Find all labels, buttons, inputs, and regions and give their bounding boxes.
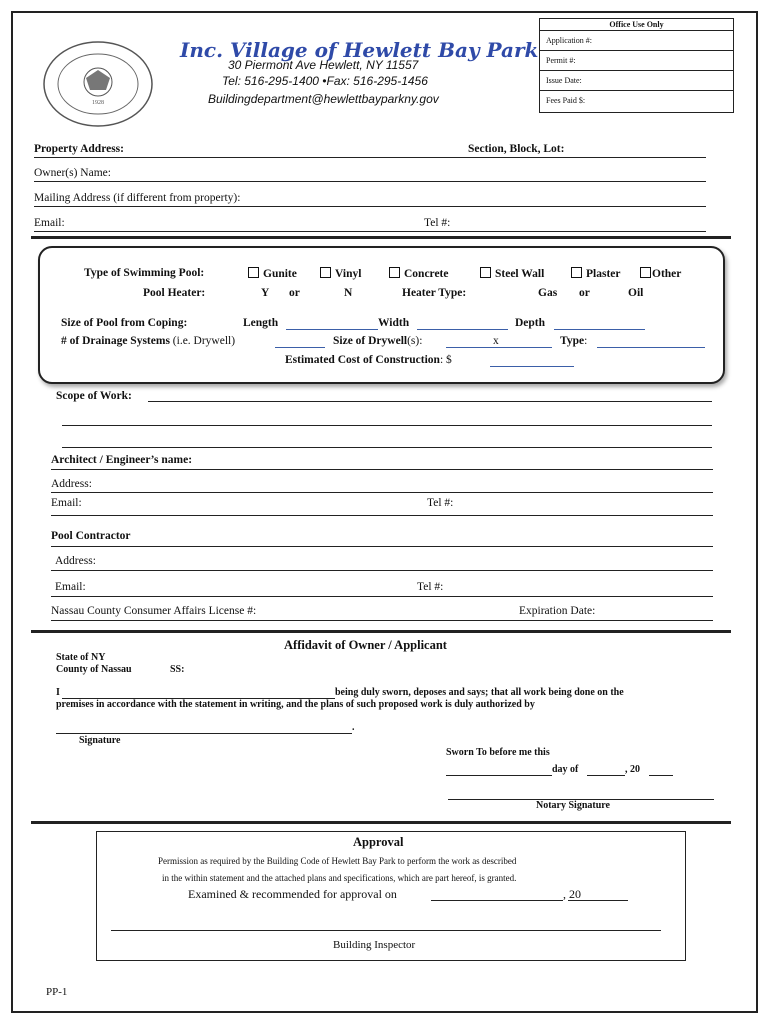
contractor-tel-label: Tel #: [417, 581, 444, 593]
drywell-line[interactable] [446, 347, 552, 348]
affidavit-ss: SS: [170, 664, 185, 675]
expiration-label: Expiration Date: [519, 605, 596, 617]
contractor-address-line[interactable] [51, 570, 713, 571]
heater-yes[interactable]: Y [261, 287, 270, 299]
approval-line-1: Permission as required by the Building Code of Hewlett Bay Park to perform the work as described [158, 856, 517, 866]
scope-label: Scope of Work: [56, 390, 132, 402]
contractor-email-label: Email: [55, 581, 86, 593]
drainage-label: # of Drainage Systems (i.e. Drywell) [61, 335, 236, 347]
owner-name-label: Owner(s) Name: [34, 167, 111, 179]
approval-year-line[interactable] [568, 900, 628, 901]
owner-email-line[interactable] [34, 231, 706, 232]
heater-oil[interactable]: Oil [628, 287, 644, 299]
pool-type-other[interactable]: Other [640, 267, 681, 280]
inspector-signature-line[interactable] [111, 930, 661, 931]
heater-type-label: Heater Type: [402, 287, 467, 299]
length-line[interactable] [286, 329, 378, 330]
pool-size-label: Size of Pool from Coping: [61, 317, 188, 329]
village-seal [42, 40, 154, 128]
checkbox-icon[interactable] [480, 267, 491, 278]
pool-type-concrete[interactable]: Concrete [389, 267, 449, 280]
width-line[interactable] [417, 329, 508, 330]
heater-no[interactable]: N [344, 287, 353, 299]
pool-type-steel-wall[interactable]: Steel Wall [480, 267, 544, 280]
village-phone-fax: Tel: 516-295-1400 •Fax: 516-295-1456 [222, 74, 428, 88]
cost-line[interactable] [490, 366, 574, 367]
affidavit-sworn-text: being duly sworn, deposes and says; that all work being done on the [335, 687, 624, 698]
affidavit-premises-text: premises in accordance with the statement in writing, and the plans of such proposed work is duly authorized by [56, 699, 535, 710]
pool-type-label: Type of Swimming Pool: [84, 267, 205, 279]
property-address-line[interactable] [34, 157, 706, 158]
office-use-title: Office Use Only [540, 19, 733, 31]
signature-label: Signature [79, 735, 121, 746]
application-field[interactable]: Application #: [540, 31, 733, 51]
contractor-email-line[interactable] [51, 596, 713, 597]
contractor-address-label: Address: [55, 555, 96, 567]
owner-tel-label: Tel #: [424, 217, 451, 229]
year-prefix-label: , 20 [625, 764, 640, 775]
sworn-to-label: Sworn To before me this [446, 747, 550, 758]
village-address: 30 Piermont Ave Hewlett, NY 11557 [228, 58, 419, 72]
architect-email-line[interactable] [51, 515, 713, 516]
section-divider-3 [31, 821, 731, 824]
drywell-type-label: Type: [560, 335, 588, 347]
sworn-day-line[interactable] [446, 775, 552, 776]
approval-year-label: , 20 [563, 887, 581, 901]
fees-paid-field[interactable]: Fees Paid $: [546, 96, 586, 105]
affidavit-title: Affidavit of Owner / Applicant [284, 638, 447, 652]
sworn-year-line[interactable] [649, 775, 673, 776]
affidavit-state: State of NY [56, 652, 106, 663]
scope-line-3[interactable] [62, 447, 712, 448]
checkbox-icon[interactable] [248, 267, 259, 278]
depth-line[interactable] [554, 329, 645, 330]
drywell-x: x [493, 335, 499, 347]
contractor-title: Pool Contractor [51, 530, 131, 542]
checkbox-icon[interactable] [571, 267, 582, 278]
license-label: Nassau County Consumer Affairs License #: [51, 605, 257, 617]
pool-type-vinyl[interactable]: Vinyl [320, 267, 361, 280]
length-label: Length [243, 317, 279, 329]
checkbox-icon[interactable] [389, 267, 400, 278]
scope-line-2[interactable] [62, 425, 712, 426]
property-address-label: Property Address: [34, 143, 124, 155]
examined-label: Examined & recommended for approval on [188, 887, 397, 901]
mailing-address-line[interactable] [34, 206, 706, 207]
checkbox-icon[interactable] [640, 267, 651, 278]
license-line[interactable] [51, 620, 713, 621]
architect-name-label: Architect / Engineer’s name: [51, 454, 193, 466]
office-use-box [539, 18, 734, 113]
approval-line-2: in the within statement and the attached plans and specifications, which are part hereof, is granted. [162, 873, 517, 883]
approval-title: Approval [353, 835, 404, 849]
owner-name-line[interactable] [34, 181, 706, 182]
architect-address-line[interactable] [51, 492, 713, 493]
pool-type-plaster[interactable]: Plaster [571, 267, 620, 280]
architect-address-label: Address: [51, 478, 92, 490]
affidavit-county: County of Nassau [56, 664, 132, 675]
signature-line[interactable] [56, 733, 352, 734]
section-divider-2 [31, 630, 731, 633]
architect-tel-label: Tel #: [427, 497, 454, 509]
heater-or-2: or [579, 287, 590, 299]
day-of-label: day of [552, 764, 579, 775]
width-label: Width [378, 317, 410, 329]
drywell-type-line[interactable] [597, 347, 705, 348]
drainage-line[interactable] [275, 347, 325, 348]
village-name: Inc. Village of Hewlett Bay Park [180, 38, 539, 62]
section-divider-1 [31, 236, 731, 239]
heater-or: or [289, 287, 300, 299]
approval-date-line[interactable] [431, 900, 563, 901]
mailing-address-label: Mailing Address (if different from property): [34, 192, 241, 204]
cost-label: Estimated Cost of Construction: $ [285, 354, 452, 366]
sworn-month-line[interactable] [587, 775, 625, 776]
pool-heater-label: Pool Heater: [143, 287, 206, 299]
depth-label: Depth [515, 317, 546, 329]
building-inspector-label: Building Inspector [333, 939, 416, 951]
heater-gas[interactable]: Gas [538, 287, 558, 299]
architect-name-line[interactable] [51, 469, 713, 470]
village-email: Buildingdepartment@hewlettbayparkny.gov [208, 92, 439, 106]
signature-period: . [352, 722, 355, 733]
owner-email-label: Email: [34, 217, 65, 229]
svg-text:1928: 1928 [92, 100, 104, 106]
drywell-label: Size of Drywell(s): [333, 335, 423, 347]
form-id: PP-1 [46, 986, 68, 998]
architect-email-label: Email: [51, 497, 82, 509]
notary-signature-label: Notary Signature [536, 800, 610, 811]
checkbox-icon[interactable] [320, 267, 331, 278]
scope-line-1[interactable] [148, 401, 712, 402]
sbl-label: Section, Block, Lot: [468, 143, 565, 155]
affidavit-i: I [56, 687, 60, 698]
issue-date-field[interactable]: Issue Date: [540, 71, 733, 91]
permit-field[interactable]: Permit #: [540, 51, 733, 71]
pool-type-gunite[interactable]: Gunite [248, 267, 297, 280]
contractor-name-line[interactable] [51, 546, 713, 547]
